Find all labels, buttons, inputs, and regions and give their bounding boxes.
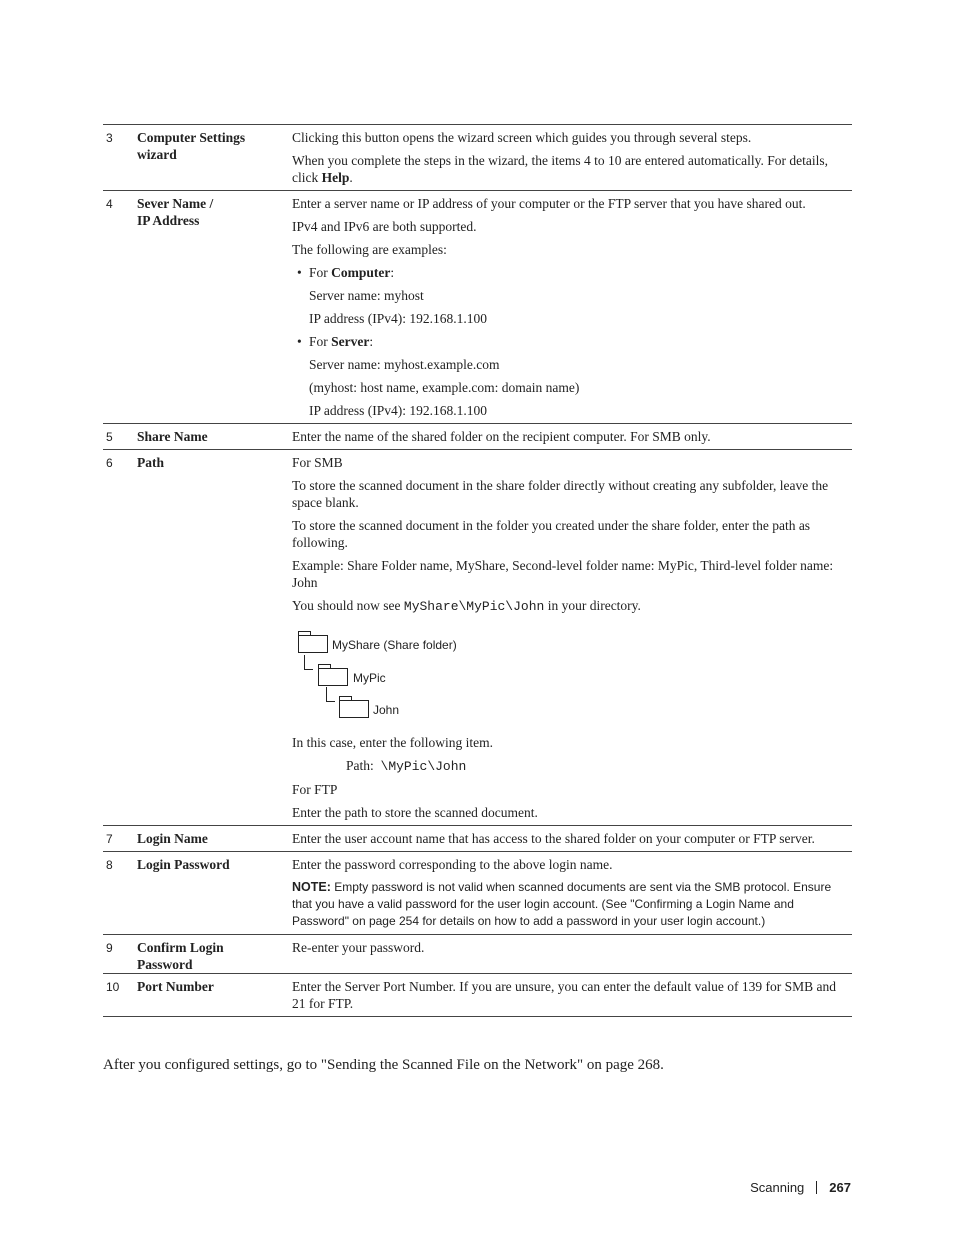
row-description	[292, 974, 852, 1016]
row-number: 7	[106, 832, 113, 846]
row-description	[292, 125, 852, 190]
folder-label: MyShare (Share folder)	[332, 638, 457, 652]
path-label: Path:	[346, 758, 374, 773]
text: For	[309, 265, 332, 280]
row-item	[137, 125, 292, 190]
note-text: Empty password is not valid when scanned documents are sent via the SMB protocol. Ensure that you have a valid password for the user login account. (See "Confirming a Login Name and Password" on page 254 for details on how to add a password in your user login account.)	[292, 880, 832, 928]
folder-label: MyPic	[353, 671, 386, 685]
row-description	[292, 424, 852, 449]
row-number: 8	[106, 858, 113, 872]
table-row	[103, 826, 852, 852]
text: :	[390, 265, 395, 280]
desc-paragraph: Clicking this button opens the wizard screen which guides you through several steps.	[292, 130, 752, 145]
example-line: Server name: myhost	[309, 288, 424, 303]
row-item	[137, 191, 292, 423]
path-example	[292, 757, 852, 775]
text: :	[369, 334, 374, 349]
table-row	[103, 125, 852, 191]
item-line: wizard	[137, 147, 177, 162]
desc-paragraph: Example: Share Folder name, MyShare, Second-level folder name: MyPic, Third-level folder name: John	[292, 558, 834, 590]
desc-paragraph	[292, 152, 852, 186]
desc-paragraph: Enter the name of the shared folder on the recipient computer. For SMB only.	[292, 429, 711, 444]
folder-icon	[339, 700, 369, 718]
row-number: 4	[106, 197, 113, 211]
row-item	[137, 974, 292, 1016]
desc-paragraph: Enter a server name or IP address of your computer or the FTP server that you have shared out.	[292, 196, 806, 211]
desc-paragraph: Enter the Server Port Number. If you are unsure, you can enter the default value of 139 for SMB and 21 for FTP.	[292, 979, 836, 1011]
page-footer	[750, 1180, 851, 1195]
row-number: 5	[106, 430, 113, 444]
item-line: Login Password	[137, 857, 230, 872]
tree-branch-line	[326, 687, 335, 702]
folder-tree-diagram	[292, 625, 852, 730]
directory-code: MyShare\MyPic\John	[403, 599, 545, 614]
row-description	[292, 935, 852, 973]
desc-paragraph	[292, 597, 852, 615]
row-number: 6	[106, 456, 113, 470]
row-number: 10	[106, 980, 120, 994]
example-line: IP address (IPv4): 192.168.1.100	[309, 311, 487, 326]
table-row	[103, 935, 852, 974]
bullet-dot: •	[297, 265, 302, 280]
help-bold: Help	[321, 170, 350, 185]
desc-paragraph: For FTP	[292, 782, 338, 797]
note-label: NOTE:	[292, 880, 331, 894]
table-row	[103, 450, 852, 826]
desc-paragraph: IPv4 and IPv6 are both supported.	[292, 219, 477, 234]
row-item	[137, 424, 292, 449]
item-line: IP Address	[137, 213, 200, 228]
text-bold: Computer	[331, 265, 391, 280]
row-description	[292, 191, 852, 423]
page-number: 267	[829, 1180, 851, 1195]
bullet-item	[292, 264, 852, 281]
desc-paragraph: For SMB	[292, 455, 343, 470]
item-line: Computer Settings	[137, 130, 246, 145]
text-bold: Server	[331, 334, 370, 349]
folder-icon	[318, 668, 348, 686]
row-number: 9	[106, 941, 113, 955]
desc-paragraph: To store the scanned document in the share folder directly without creating any subfolder, leave the space blank.	[292, 478, 829, 510]
row-description	[292, 826, 852, 851]
table-row	[103, 191, 852, 424]
folder-label: John	[373, 703, 400, 717]
table-row	[103, 852, 852, 935]
text: in your directory.	[544, 598, 641, 613]
row-description	[292, 450, 852, 825]
example-line: (myhost: host name, example.com: domain name)	[309, 380, 580, 395]
path-code: \MyPic\John	[380, 759, 467, 774]
desc-paragraph: Re-enter your password.	[292, 940, 425, 955]
bullet-dot: •	[297, 334, 302, 349]
desc-paragraph: To store the scanned document in the folder you created under the share folder, enter the path as following.	[292, 518, 811, 550]
text: .	[349, 170, 353, 185]
text: You should now see	[292, 598, 404, 613]
row-item	[137, 852, 292, 934]
item-line: Share Name	[137, 429, 208, 444]
row-number: 3	[106, 131, 113, 145]
table-row	[103, 974, 852, 1017]
desc-paragraph: The following are examples:	[292, 242, 447, 257]
example-line: Server name: myhost.example.com	[309, 357, 500, 372]
item-line: Confirm Login	[137, 940, 224, 955]
bullet-item	[292, 333, 852, 350]
settings-table	[103, 124, 852, 1017]
table-row	[103, 424, 852, 450]
footer-divider	[816, 1181, 817, 1194]
row-description	[292, 852, 852, 934]
example-line: IP address (IPv4): 192.168.1.100	[309, 403, 487, 418]
tree-branch-line	[304, 655, 313, 670]
desc-paragraph: In this case, enter the following item.	[292, 735, 493, 750]
footer-section: Scanning	[750, 1180, 805, 1195]
row-item	[137, 450, 292, 825]
item-line: Port Number	[137, 979, 214, 994]
folder-icon	[298, 635, 328, 653]
text: When you complete the steps in the wizard, the items 4 to 10 are entered automatically. For details, click	[292, 153, 828, 185]
row-item	[137, 826, 292, 851]
desc-paragraph: Enter the password corresponding to the above login name.	[292, 857, 613, 872]
desc-paragraph: Enter the user account name that has access to the shared folder on your computer or FTP server.	[292, 831, 815, 846]
row-item	[137, 935, 292, 973]
text: For	[309, 334, 332, 349]
item-line: Password	[137, 957, 193, 972]
item-line: Sever Name /	[137, 196, 214, 211]
after-settings-text: After you configured settings, go to "Sending the Scanned File on the Network" on page 268.	[103, 1057, 664, 1073]
desc-paragraph: Enter the path to store the scanned document.	[292, 805, 538, 820]
item-line: Path	[137, 455, 164, 470]
note-box	[292, 879, 852, 930]
item-line: Login Name	[137, 831, 208, 846]
